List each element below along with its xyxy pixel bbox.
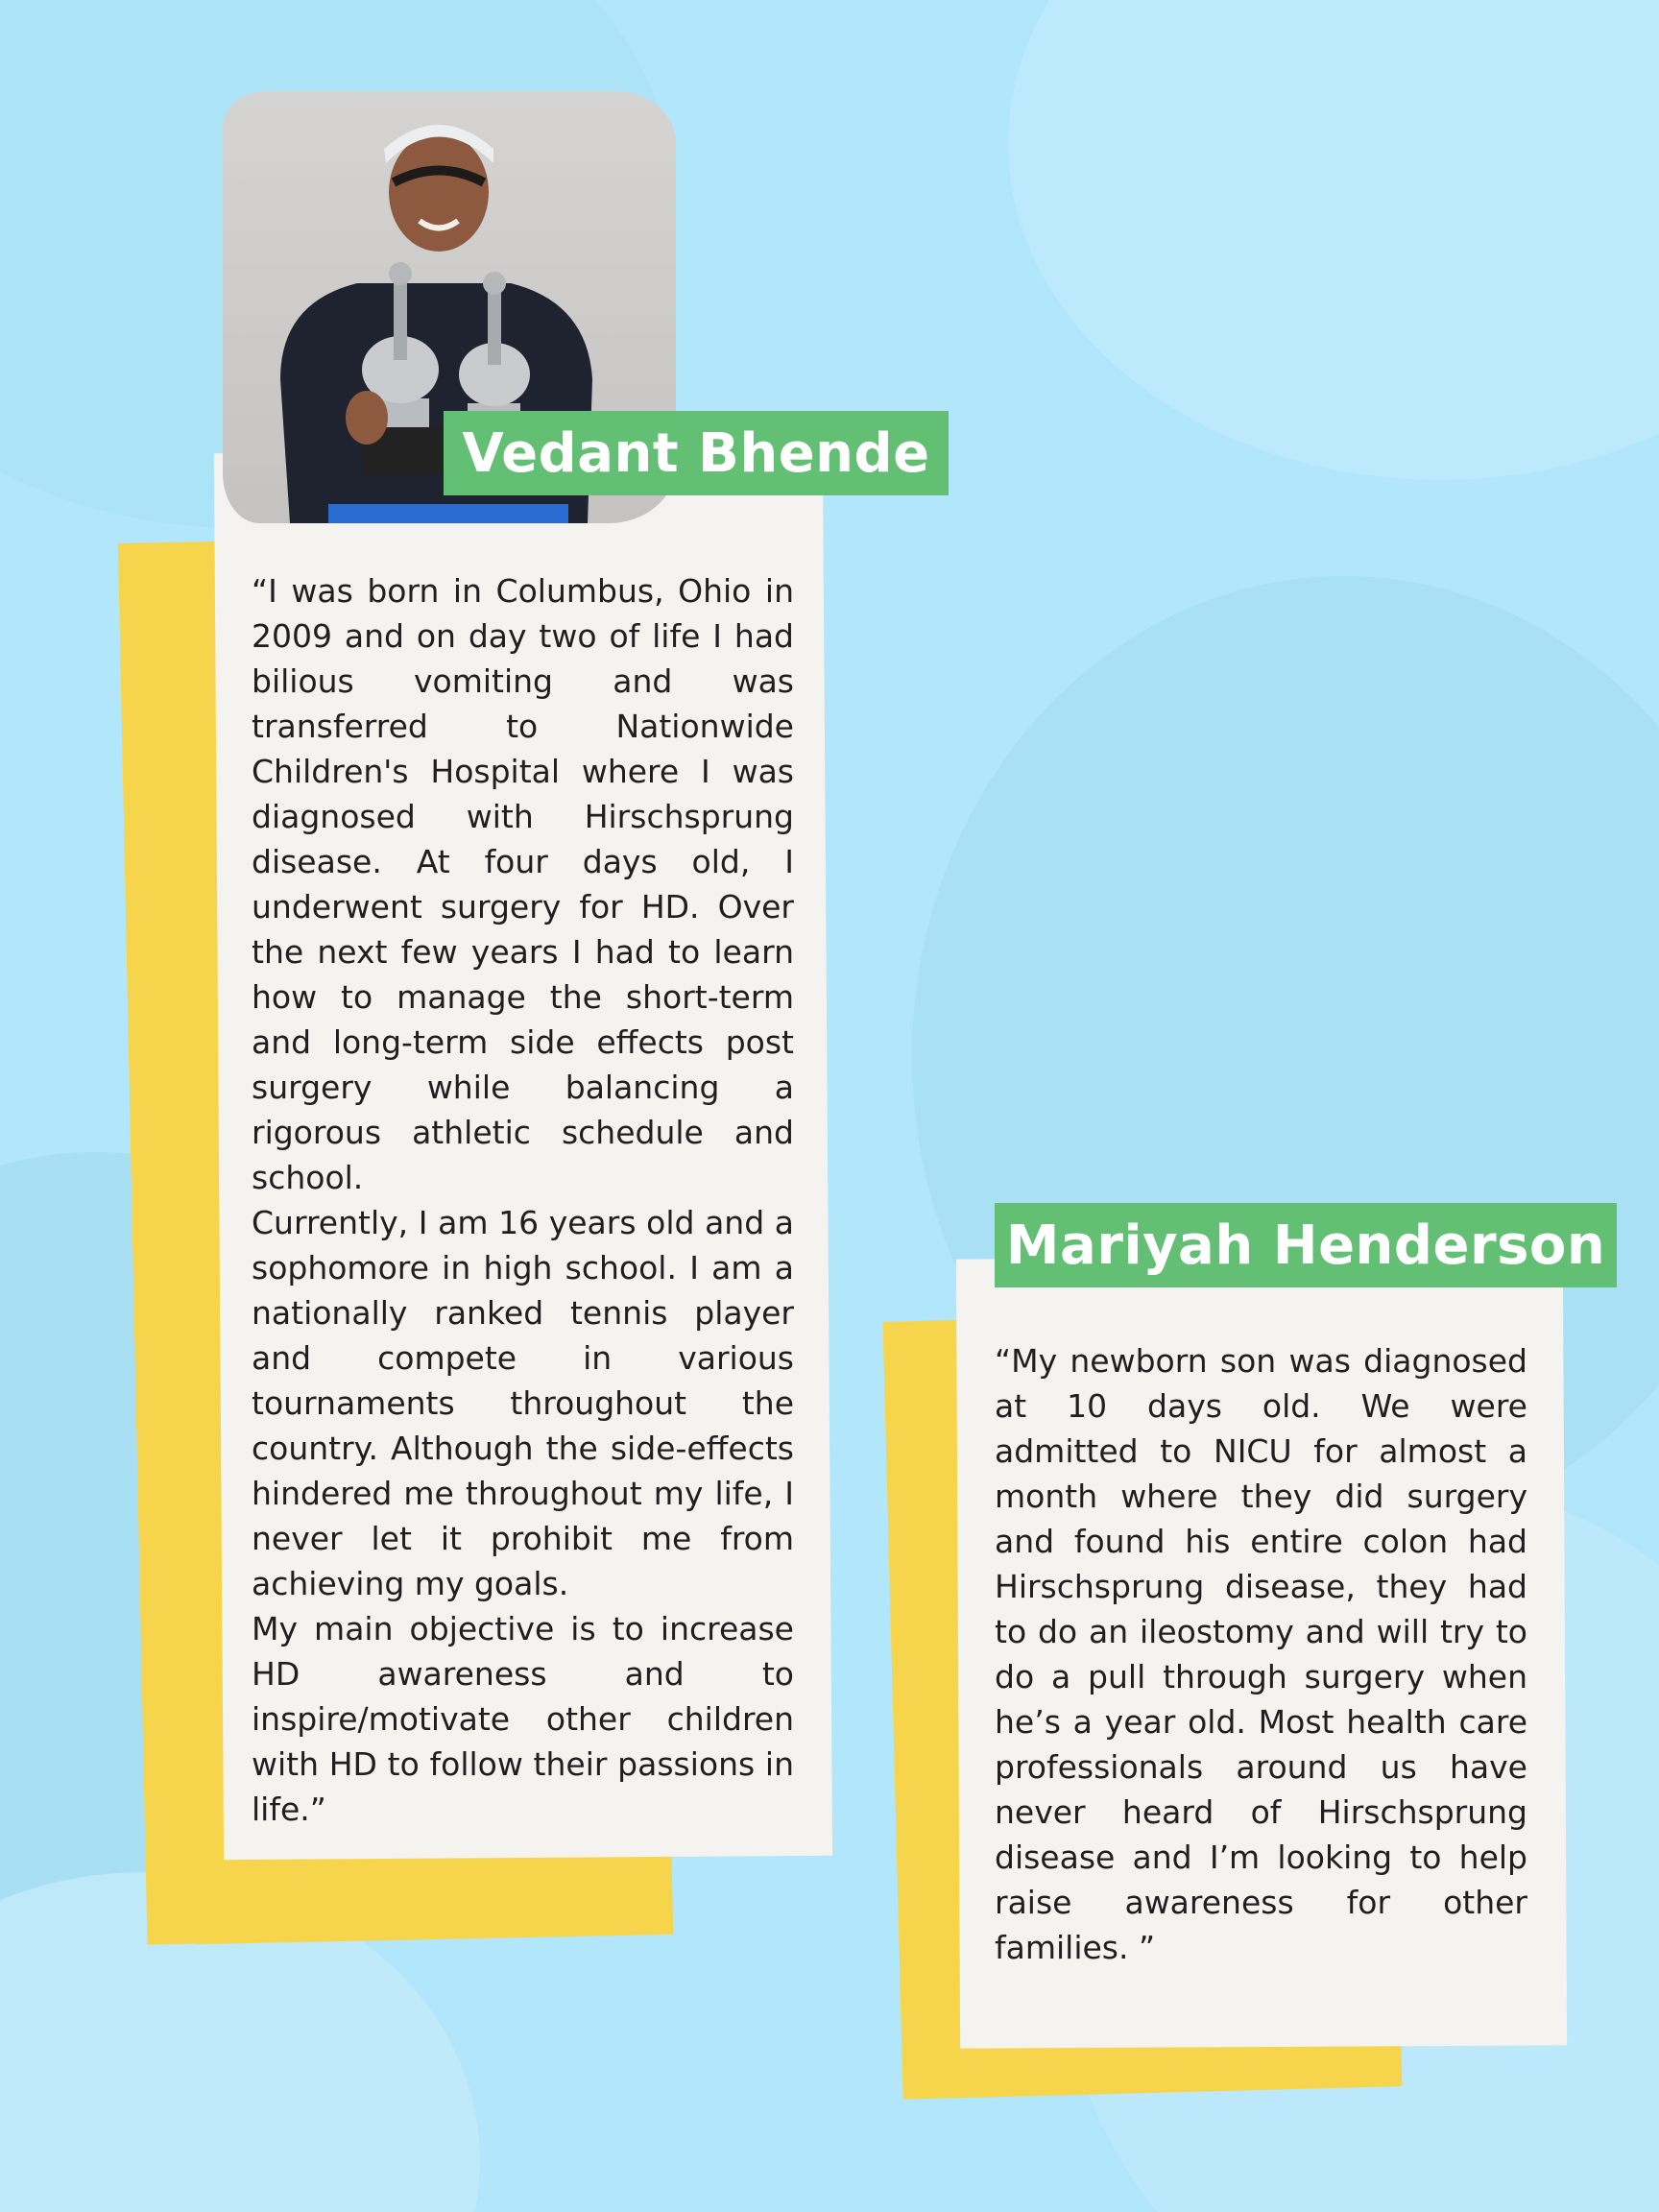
story-text-mariyah — [995, 1338, 1527, 1970]
story-text-vedant — [252, 568, 794, 1832]
paragraph-2: Currently, I am 16 years old and a sophomore in high school. I am a nationally ranked tennis player and compete in various tournaments throughout the country. Although the side-effects hindered me throughout my life, I never let it prohibit me from achieving my goals. — [252, 1204, 794, 1602]
paragraph-1: “My newborn son was diagnosed at 10 days old. We were admitted to NICU for almost a month where they did surgery and found his entire colon had Hirschsprung disease, they had to do an ileostomy and will try to do a pull through surgery when he’s a year old. Most health care professionals around us have never heard of Hirschsprung disease and I’m looking to help raise awareness for other families. ” — [995, 1342, 1527, 1966]
name-tag-mariyah — [995, 1203, 1617, 1287]
name-mariyah: Mariyah Henderson — [1005, 1214, 1606, 1277]
paragraph-1: “I was born in Columbus, Ohio in 2009 and on day two of life I had bilious vomiting and was transferred to Nationwide Children's Hospital where I was diagnosed with Hirschsprung disease. At four days old, I underwent surgery for HD. Over the next few years I had to learn how to manage the short-term and long-term side effects post surgery while balancing a rigorous athletic schedule and school. — [252, 572, 794, 1196]
name-vedant: Vedant Bhende — [462, 421, 930, 485]
name-tag-vedant — [444, 411, 949, 495]
paragraph-3: My main objective is to increase HD awareness and to inspire/motivate other children with HD to follow their passions in life.” — [252, 1610, 794, 1828]
